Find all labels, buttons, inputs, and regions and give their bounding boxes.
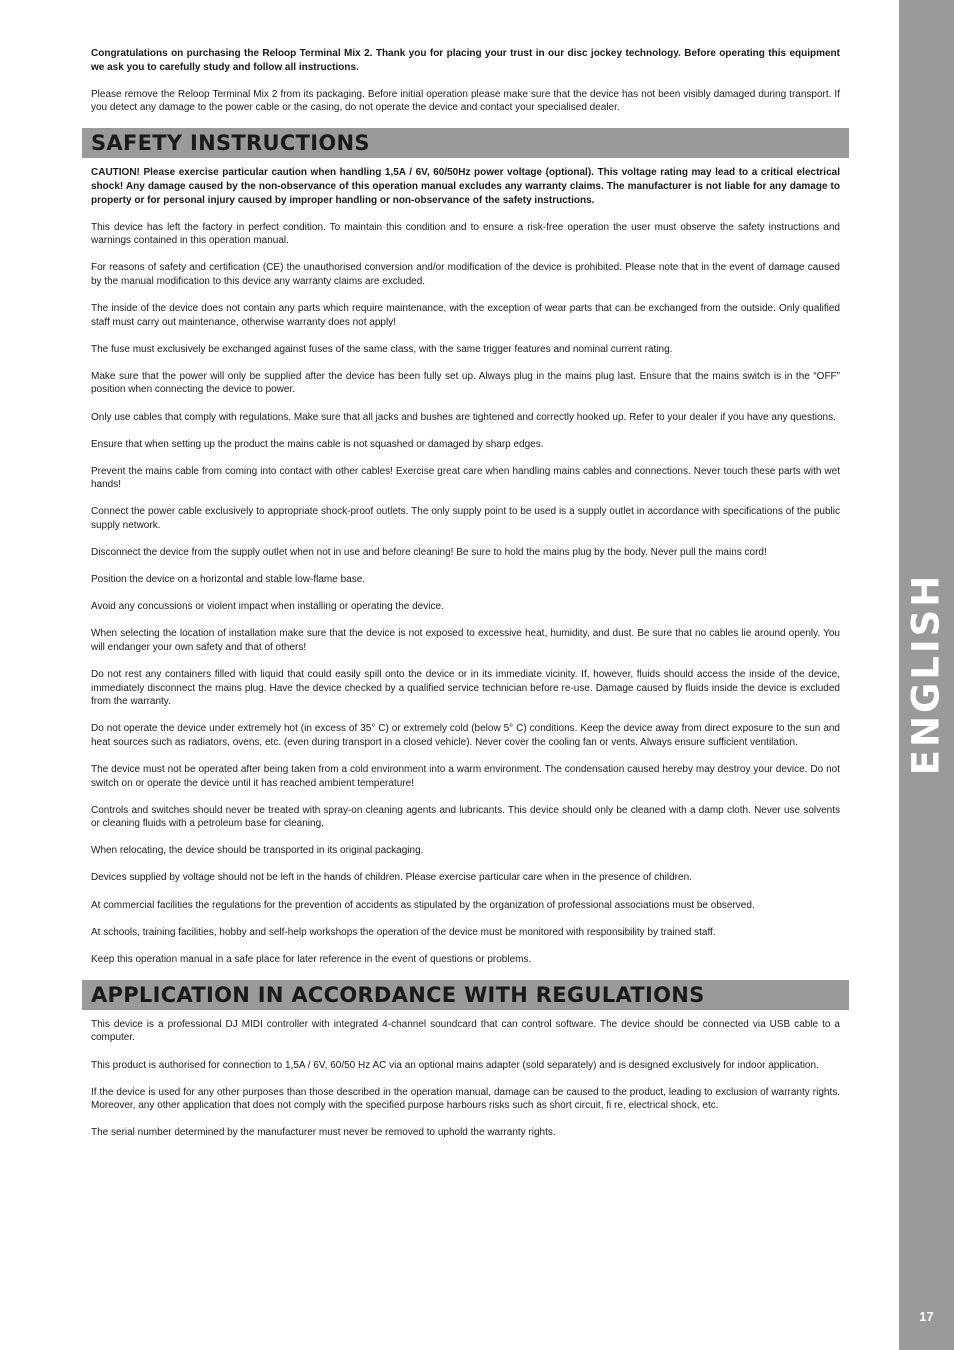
safety-paragraph: For reasons of safety and certification (CE) the unauthorised conversion and/or modification of the device is prohibited. Please note that in the event of damage caused by the manual modification to this device any warranty claims are excluded. <box>91 262 840 287</box>
intro-paragraph: Please remove the Reloop Terminal Mix 2 from its packaging. Before initial operation please make sure that the device has not been visibly damaged during transport. If you detect any damage to the power cable or the casing, do not operate the device and contact your specialised dealer. <box>91 88 840 114</box>
safety-paragraph: The device must not be operated after being taken from a cold environment into a warm environment. The condensation caused hereby may destroy your device. Do not switch on or operate the device until it has reached ambient temperature! <box>91 764 840 789</box>
safety-paragraph: CAUTION! Please exercise particular caution when handling 1,5A / 6V, 60/50Hz power voltage (optional). This voltage rating may lead to a critical electrical shock! Any damage caused by the non-observance of this operation manual excludes any warranty claims. The manufacturer is not liable for any damage to property or for personal injury caused by improper handling or non-observance of the safety instructions. <box>91 167 840 206</box>
application-section <box>91 1018 840 1140</box>
safety-section <box>91 166 840 966</box>
safety-paragraph: Do not operate the device under extremely hot (in excess of 35° C) or extremely cold (below 5° C) conditions. Keep the device away from direct exposure to the sun and heat sources such as radiators, ovens, etc. (even during transport in a closed vehicle). Never cover the cooling fan or vents. Always ensure sufficient ventilation. <box>91 723 840 748</box>
safety-paragraph: Prevent the mains cable from coming into contact with other cables! Exercise great care when handling mains cables and connections. Never touch these parts with wet hands! <box>91 465 840 491</box>
safety-paragraph: Devices supplied by voltage should not be left in the hands of children. Please exercise particular care when in the presence of children. <box>91 872 692 884</box>
safety-paragraph: Do not rest any containers filled with liquid that could easily spill onto the device or in its immediate vicinity. If, however, fluids should access the inside of the device, immediately disconnect the mains plug. Have the device checked by a qualified service technician before re-use. Damage caused by fluids inside the device is excluded from the warranty. <box>91 669 840 708</box>
safety-paragraph: Avoid any concussions or violent impact when installing or operating the device. <box>91 601 444 613</box>
safety-paragraph: When selecting the location of installation make sure that the device is not exposed to excessive heat, humidity, and dust. Be sure that no cables lie around openly. You will endanger your own safety and that of others! <box>91 628 840 653</box>
safety-paragraph: Position the device on a horizontal and stable low-flame base. <box>91 574 366 586</box>
safety-paragraph: Ensure that when setting up the product the mains cable is not squashed or damaged by sharp edges. <box>91 438 544 450</box>
safety-paragraph: The inside of the device does not contain any parts which require maintenance, with the exception of wear parts that can be exchanged from the outside. Only qualified staff must carry out maintenance, otherwise warranty does not apply! <box>91 303 840 328</box>
safety-paragraph: Keep this operation manual in a safe place for later reference in the event of questions or problems. <box>91 953 532 965</box>
safety-paragraph: Disconnect the device from the supply outlet when not in use and before cleaning! Be sure to hold the mains plug by the body. Never pull the mains cord! <box>91 547 767 559</box>
safety-paragraph: At commercial facilities the regulations for the prevention of accidents as stipulated by the organization of professional associations must be observed. <box>91 899 755 911</box>
safety-heading: SAFETY INSTRUCTIONS <box>91 131 370 156</box>
application-paragraph: If the device is used for any other purposes than those described in the operation manual, damage can be caused to the product, leading to exclusion of warranty rights. Moreover, any other application that does not comply with the specified purpose harbours risks such as short circuit, fi re, electrical shock, etc. <box>91 1086 840 1112</box>
intro-section <box>91 47 840 115</box>
safety-paragraph: The fuse must exclusively be exchanged against fuses of the same class, with the same trigger features and nominal current rating. <box>91 343 673 355</box>
page-number: 17 <box>919 1309 934 1324</box>
safety-paragraph: Make sure that the power will only be supplied after the device has been fully set up. Always plug in the mains plug last. Ensure that the mains switch is in the “OFF” position when connecting the device to power. <box>91 370 840 396</box>
safety-paragraph: Only use cables that comply with regulations. Make sure that all jacks and bushes are tightened and correctly hooked up. Refer to your dealer if you have any questions. <box>91 411 836 423</box>
application-paragraph: This product is authorised for connection to 1,5A / 6V, 60/50 Hz AC via an optional mains adapter (sold separately) and is designed exclusively for indoor application. <box>91 1059 819 1071</box>
safety-paragraph: Connect the power cable exclusively to appropriate shock-proof outlets. The only supply point to be used is a supply outlet in accordance with specifications of the public supply network. <box>91 506 840 531</box>
safety-paragraph: This device has left the factory in perfect condition. To maintain this condition and to ensure a risk-free operation the user must observe the safety instructions and warnings contained in this operation manual. <box>91 221 840 247</box>
main-content <box>91 47 840 1153</box>
safety-heading-bar <box>82 128 849 158</box>
safety-paragraph: At schools, training facilities, hobby and self-help workshops the operation of the device must be monitored with responsibility by trained staff. <box>91 926 716 938</box>
safety-paragraph: When relocating, the device should be transported in its original packaging. <box>91 845 424 857</box>
application-heading-bar <box>82 980 849 1010</box>
application-heading: APPLICATION IN ACCORDANCE WITH REGULATIONS <box>91 982 705 1007</box>
safety-paragraph: Controls and switches should never be treated with spray-on cleaning agents and lubricants. This device should only be cleaned with a damp cloth. Never use solvents or cleaning fluids with a petroleum base for cleaning. <box>91 804 840 830</box>
application-paragraph: This device is a professional DJ MIDI controller with integrated 4-channel soundcard that can control software. The device should be connected via USB cable to a computer. <box>91 1018 840 1044</box>
intro-paragraph: Congratulations on purchasing the Reloop Terminal Mix 2. Thank you for placing your trust in our disc jockey technology. Before operating this equipment we ask you to carefully study and follow all instructions. <box>91 48 840 73</box>
application-paragraph: The serial number determined by the manufacturer must never be removed to uphold the warranty rights. <box>91 1127 556 1139</box>
